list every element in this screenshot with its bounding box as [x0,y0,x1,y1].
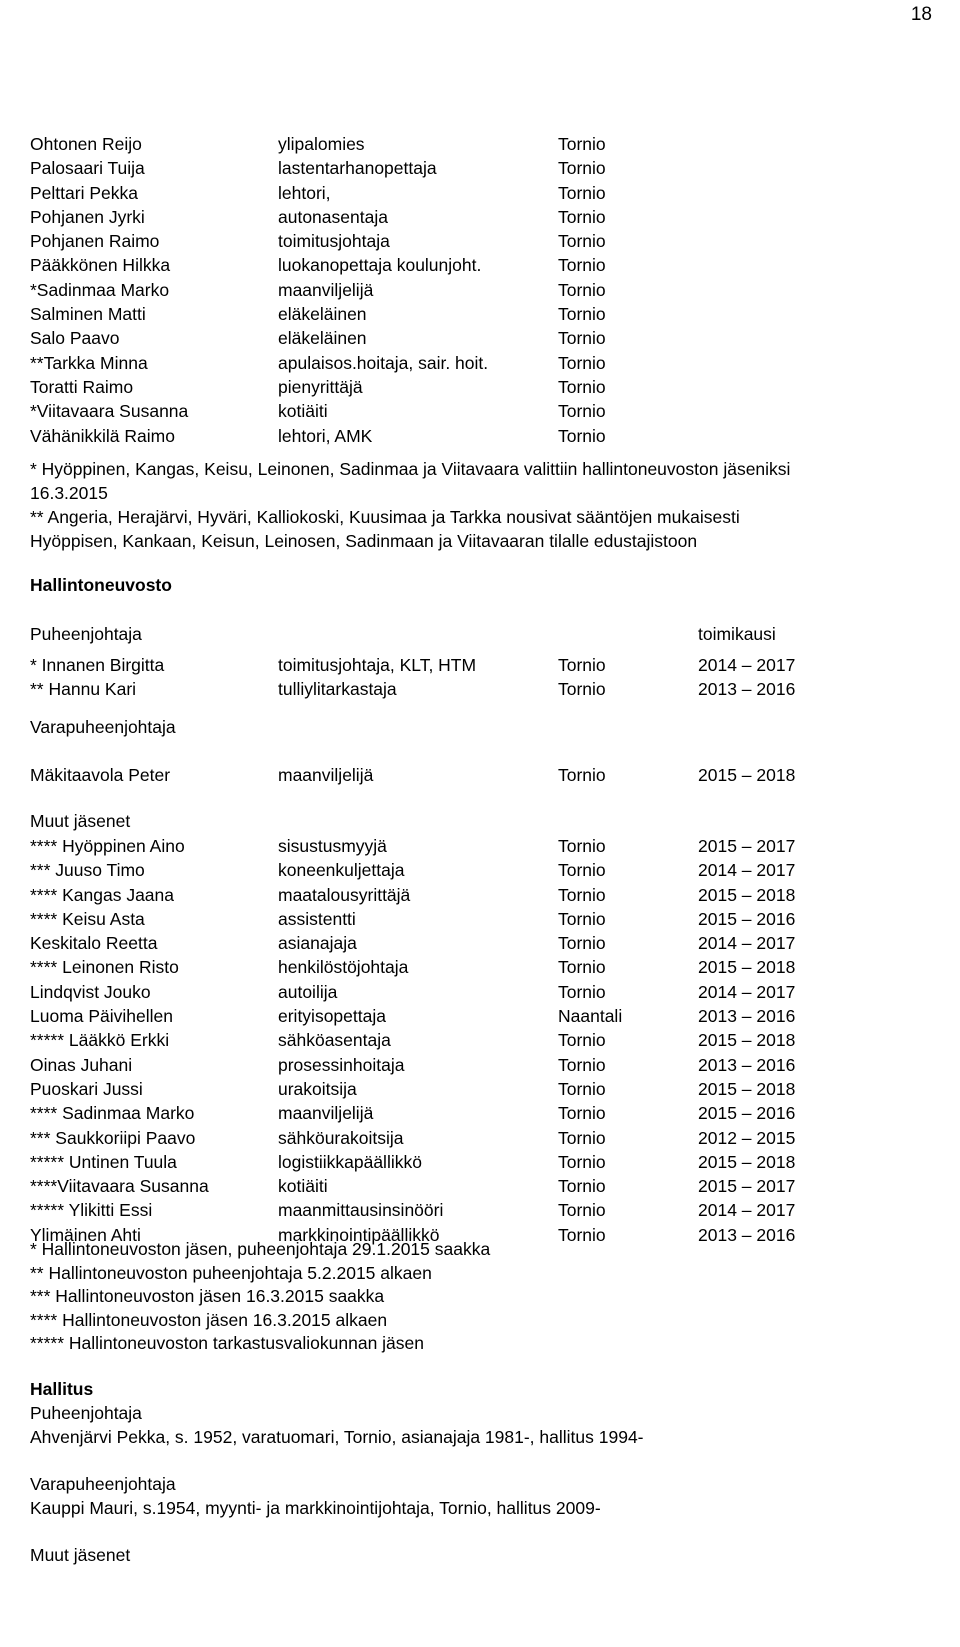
footnote: **** Hallintoneuvoston jäsen 16.3.2015 alkaen [30,1309,388,1330]
member-title: autoilija [278,981,338,1002]
member-city: Tornio [558,933,606,954]
member-title: prosessinhoitaja [278,1054,405,1075]
member-row [0,132,960,156]
member-row [0,1101,960,1125]
member-title: lehtori, AMK [278,425,373,446]
member-city: Tornio [558,376,606,397]
member-term: 2013 – 2016 [698,1224,796,1245]
other-members-label: Muut jäsenet [30,811,131,831]
member-row [0,1004,960,1028]
members-list [0,132,960,448]
member-row [0,653,960,677]
member-name: Pelttari Pekka [30,182,138,203]
member-term: 2015 – 2016 [698,1103,796,1124]
member-title: kotiäiti [278,1176,328,1197]
member-name: Pohjanen Raimo [30,231,160,252]
member-title: urakoitsija [278,1078,357,1099]
member-city: Tornio [558,425,606,446]
member-name: Pohjanen Jyrki [30,206,145,227]
member-title: toimitusjohtaja [278,231,390,252]
member-title: assistentti [278,908,356,929]
member-city: Tornio [558,134,606,154]
member-row [0,980,960,1004]
member-city: Tornio [558,981,606,1002]
member-name: *** Saukkoriipi Paavo [30,1127,196,1148]
term-label: toimikausi [698,624,776,644]
member-title: henkilöstöjohtaja [278,957,409,978]
member-name: ***** Untinen Tuula [30,1151,177,1172]
member-title: sähköasentaja [278,1030,391,1051]
member-name: Salminen Matti [30,304,146,325]
member-name: ****Viitavaara Susanna [30,1176,209,1197]
member-title: kotiäiti [278,401,328,422]
member-city: Tornio [558,158,606,179]
member-term: 2015 – 2017 [698,1176,796,1197]
member-row [0,205,960,229]
member-row [0,1126,960,1150]
member-title: pienyrittäjä [278,376,363,397]
member-city: Tornio [558,231,606,252]
chair-label: Puheenjohtaja [30,624,142,644]
member-city: Tornio [558,1151,606,1172]
member-title: maanmittausinsinööri [278,1200,444,1221]
member-title: apulaisos.hoitaja, sair. hoit. [278,352,489,373]
member-title: maanviljelijä [278,279,374,300]
member-row [0,253,960,277]
member-title: lastentarhanopettaja [278,158,437,179]
vice-chair-label: Varapuheenjohtaja [30,717,176,737]
member-term: 2015 – 2018 [698,1151,796,1172]
member-row [0,763,960,787]
member-title: lehtori, [278,182,331,203]
member-term: 2015 – 2018 [698,884,796,905]
member-name: Palosaari Tuija [30,158,145,179]
member-name: Salo Paavo [30,328,120,349]
footnote: * Hallintoneuvoston jäsen, puheenjohtaja 29.1.2015 saakka [30,1239,491,1259]
member-term: 2014 – 2017 [698,1200,796,1221]
member-title: maatalousyrittäjä [278,884,411,905]
member-name: Toratti Raimo [30,376,134,397]
member-row [0,1077,960,1101]
member-row [0,375,960,399]
member-name: **** Keisu Asta [30,908,145,929]
member-title: sisustusmyyjä [278,836,387,856]
member-row [0,1150,960,1174]
member-row [0,351,960,375]
member-row [0,399,960,423]
council-chair-header [0,622,960,646]
member-city: Tornio [558,1127,606,1148]
member-title: luokanopettaja koulunjoht. [278,255,482,276]
member-row [0,302,960,326]
member-term: 2013 – 2016 [698,679,796,700]
member-term: 2012 – 2015 [698,1127,796,1148]
footnote: ***** Hallintoneuvoston tarkastusvaliokunnan jäsen [30,1333,424,1353]
member-city: Tornio [558,1224,606,1245]
member-city: Tornio [558,884,606,905]
member-city: Tornio [558,255,606,276]
member-city: Tornio [558,1030,606,1051]
member-term: 2013 – 2016 [698,1054,796,1075]
member-title: autonasentaja [278,206,388,227]
member-city: Tornio [558,352,606,373]
member-title: eläkeläinen [278,328,367,349]
member-name: *Viitavaara Susanna [30,401,189,422]
member-name: Oinas Juhani [30,1054,133,1075]
member-name: Puoskari Jussi [30,1078,143,1099]
member-city: Tornio [558,401,606,422]
member-row [0,858,960,882]
member-city: Tornio [558,908,606,929]
member-title: tulliylitarkastaja [278,679,397,700]
member-city: Tornio [558,304,606,325]
member-title: koneenkuljettaja [278,860,405,881]
member-name: Mäkitaavola Peter [30,765,171,785]
member-term: 2014 – 2017 [698,933,796,954]
member-city: Naantali [558,1006,623,1027]
board-heading: Hallitus [30,1379,94,1399]
member-row [0,229,960,253]
member-title: logistiikkapäällikkö [278,1151,422,1172]
member-row [0,1053,960,1077]
member-term: 2013 – 2016 [698,1006,796,1027]
member-city: Tornio [558,765,606,785]
note-line: 16.3.2015 [30,483,108,503]
member-name: Luoma Päivihellen [30,1006,174,1027]
member-row [0,907,960,931]
council-chairs [0,653,960,702]
member-city: Tornio [558,1078,606,1099]
note-line: Hyöppisen, Kankaan, Keisun, Leinosen, Sadinmaan ja Viitavaaran tilalle edustajistoon [30,531,698,551]
member-name: *** Juuso Timo [30,860,145,881]
member-row [0,424,960,448]
member-city: Tornio [558,279,606,300]
member-name: Lindqvist Jouko [30,981,151,1002]
member-name: Pääkkönen Hilkka [30,255,171,276]
member-name: **** Kangas Jaana [30,884,174,905]
member-row [0,156,960,180]
member-title: eläkeläinen [278,304,367,325]
member-city: Tornio [558,957,606,978]
member-row [0,834,960,858]
member-row [0,1028,960,1052]
member-name: **** Leinonen Risto [30,957,179,978]
member-row [0,1174,960,1198]
member-row [0,181,960,205]
member-city: Tornio [558,655,606,675]
member-city: Tornio [558,1054,606,1075]
board-other-label: Muut jäsenet [30,1545,131,1565]
member-city: Tornio [558,1200,606,1221]
council-others [0,834,960,1247]
member-name: **** Sadinmaa Marko [30,1103,195,1124]
member-name: ** Hannu Kari [30,679,137,700]
footnote: ** Hallintoneuvoston puheenjohtaja 5.2.2015 alkaen [30,1262,432,1283]
member-row [0,326,960,350]
member-row [0,677,960,701]
board-chair-label: Puheenjohtaja [30,1403,142,1423]
member-title: asianajaja [278,933,357,954]
member-city: Tornio [558,860,606,881]
member-city: Tornio [558,1176,606,1197]
member-city: Tornio [558,836,606,856]
member-term: 2014 – 2017 [698,655,796,675]
member-title: ylipalomies [278,134,365,154]
member-title: markkinointipäällikkö [278,1224,440,1245]
member-name: Ohtonen Reijo [30,134,142,154]
member-city: Tornio [558,1103,606,1124]
member-term: 2014 – 2017 [698,860,796,881]
member-term: 2015 – 2016 [698,908,796,929]
member-name: Vähänikkilä Raimo [30,425,175,446]
member-city: Tornio [558,182,606,203]
member-term: 2015 – 2018 [698,765,796,785]
member-title: sähköurakoitsija [278,1127,404,1148]
member-name: Keskitalo Reetta [30,933,158,954]
note-line: * Hyöppinen, Kangas, Keisu, Leinonen, Sadinmaa ja Viitavaara valittiin hallintoneuvoston jäseniksi [30,459,791,479]
member-row [0,1198,960,1222]
member-term: 2014 – 2017 [698,981,796,1002]
member-city: Tornio [558,679,606,700]
member-city: Tornio [558,206,606,227]
member-city: Tornio [558,328,606,349]
member-title: maanviljelijä [278,765,374,785]
member-term: 2015 – 2017 [698,836,796,856]
board-vice-text: Kauppi Mauri, s.1954, myynti- ja markkinointijohtaja, Tornio, hallitus 2009- [30,1498,601,1518]
member-name: **Tarkka Minna [30,352,148,373]
member-name: *Sadinmaa Marko [30,279,170,300]
member-row [0,278,960,302]
member-title: maanviljelijä [278,1103,374,1124]
member-title: erityisopettaja [278,1006,386,1027]
member-row [0,931,960,955]
member-name: ***** Ylikitti Essi [30,1200,153,1221]
member-name: ***** Lääkkö Erkki [30,1030,170,1051]
member-term: 2015 – 2018 [698,957,796,978]
member-name: * Innanen Birgitta [30,655,165,675]
member-name: **** Hyöppinen Aino [30,836,185,856]
board-vice-label: Varapuheenjohtaja [30,1474,176,1494]
member-row [0,955,960,979]
member-row [0,883,960,907]
member-term: 2015 – 2018 [698,1030,796,1051]
member-name: Ylimäinen Ahti [30,1224,141,1245]
footnote: *** Hallintoneuvoston jäsen 16.3.2015 saakka [30,1286,385,1306]
page-number: 18 [910,4,932,25]
board-chair-text: Ahvenjärvi Pekka, s. 1952, varatuomari, Tornio, asianajaja 1981-, hallitus 1994- [30,1427,644,1447]
member-term: 2015 – 2018 [698,1078,796,1099]
council-vice [0,763,960,787]
council-heading: Hallintoneuvosto [30,575,172,595]
note-line: ** Angeria, Herajärvi, Hyväri, Kalliokoski, Kuusimaa ja Tarkka nousivat sääntöjen mukaisesti [30,507,740,527]
member-title: toimitusjohtaja, KLT, HTM [278,655,477,675]
